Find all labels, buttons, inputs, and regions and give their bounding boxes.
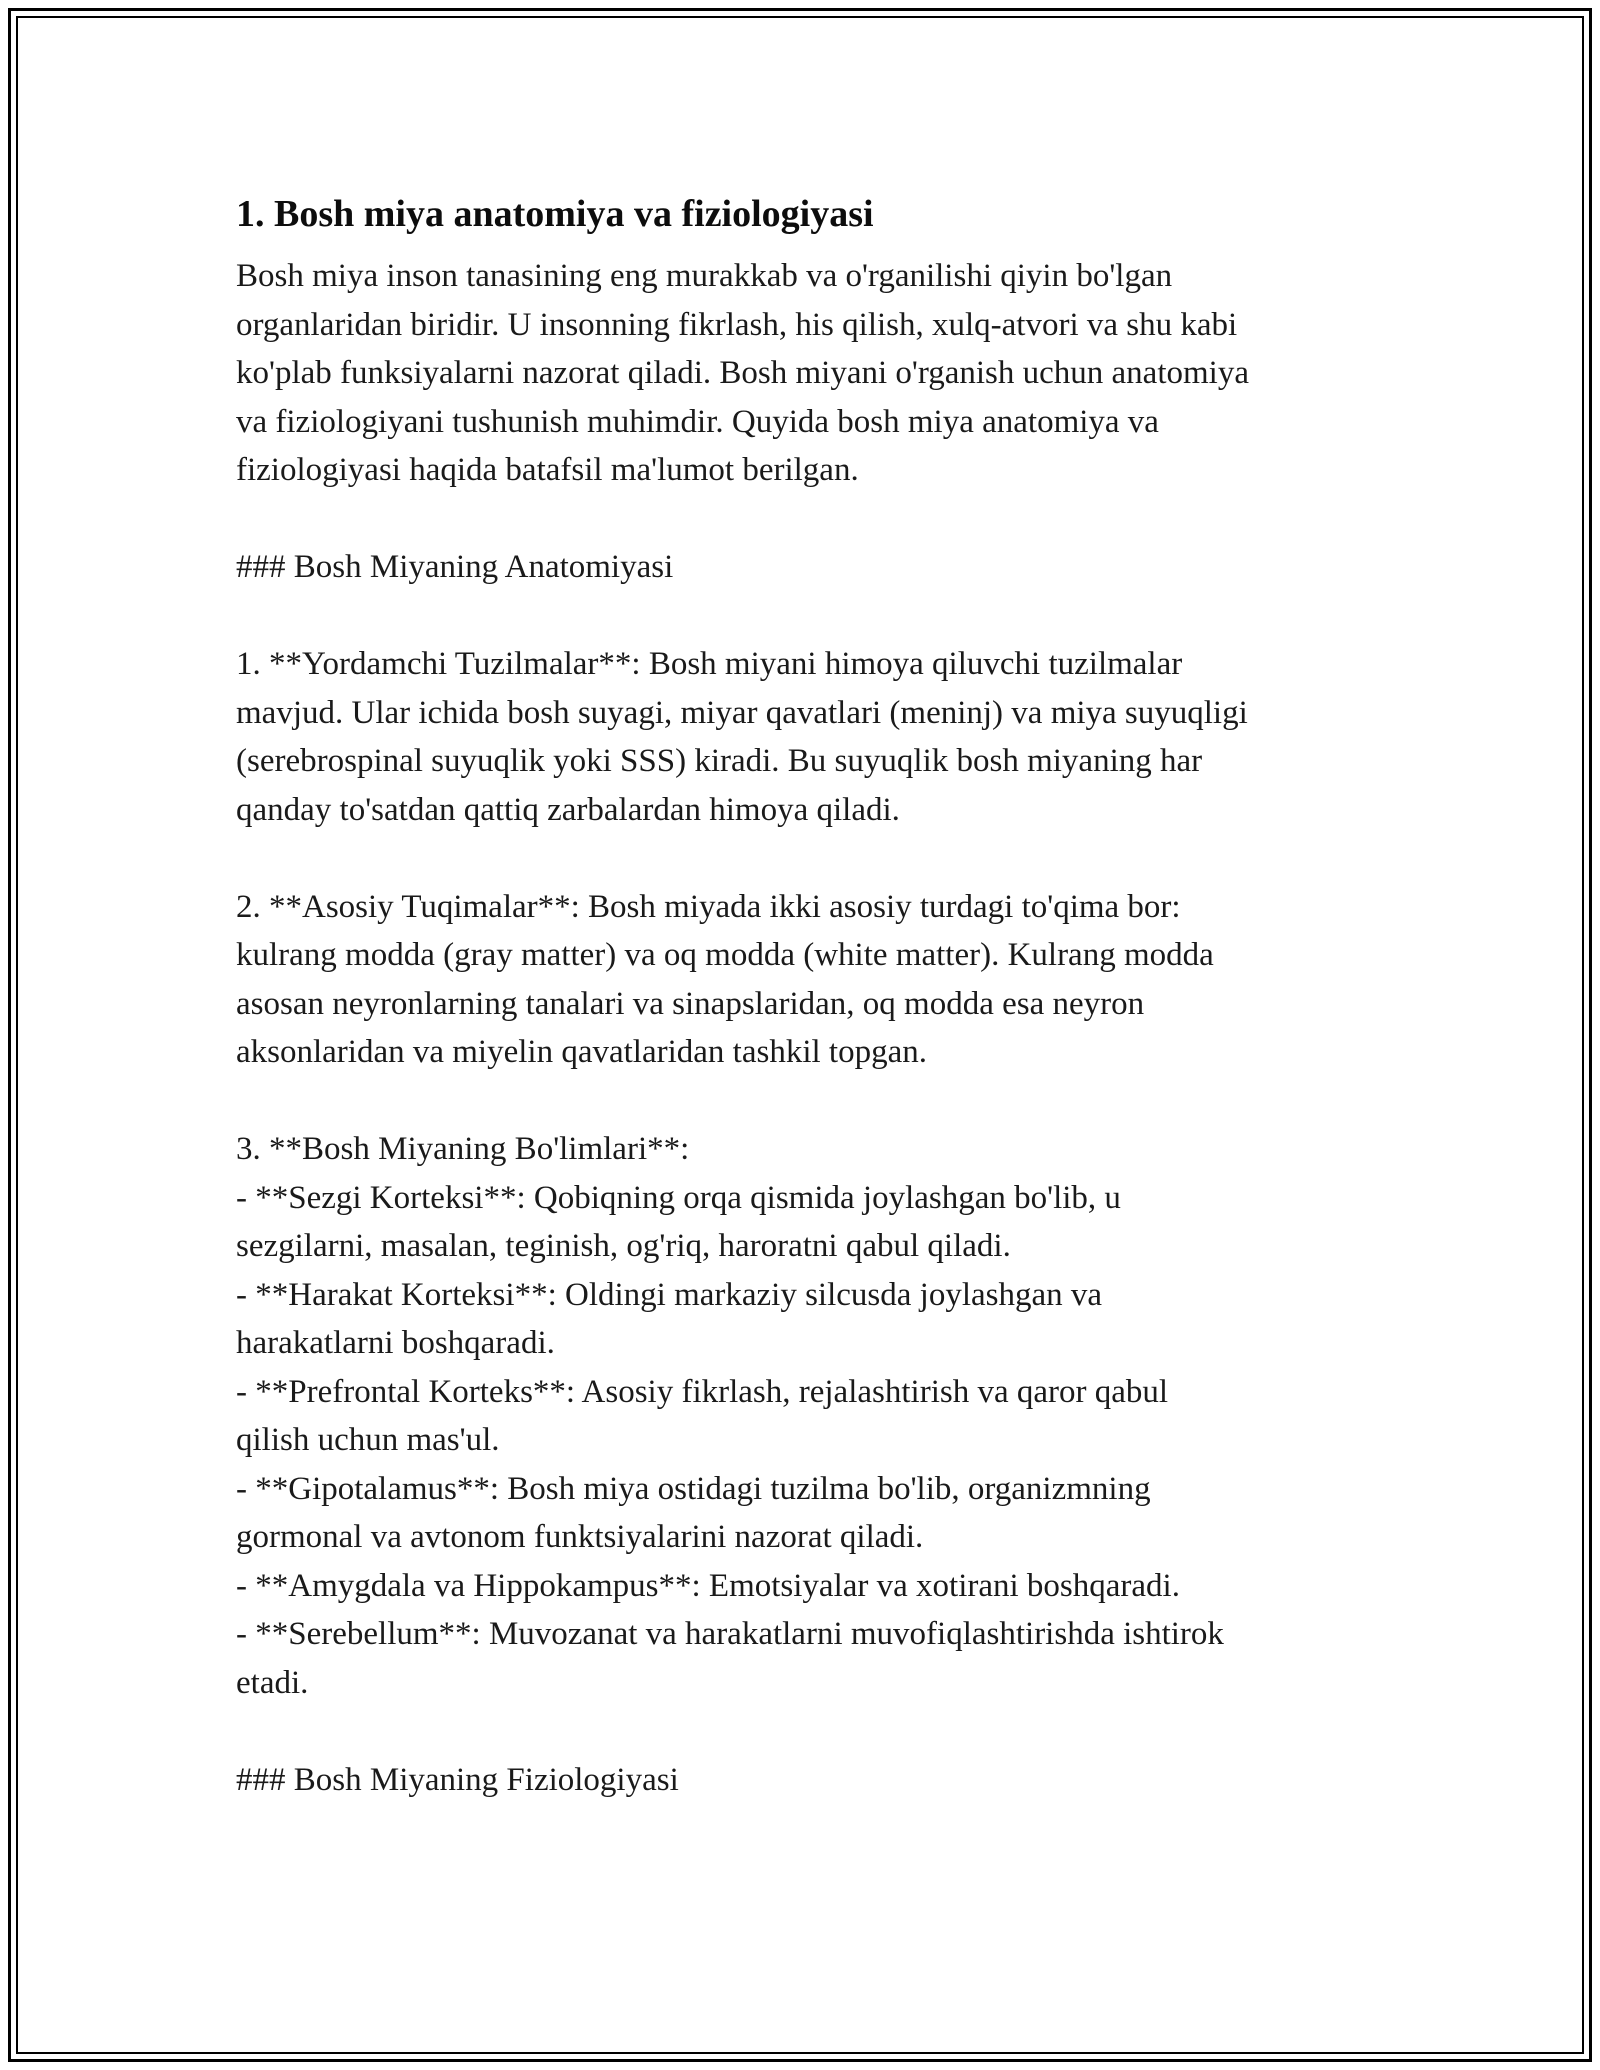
list-item-asosiy-tuqimalar: 2. **Asosiy Tuqimalar**: Bosh miyada ikki asosiy turdagi to'qima bor: kulrang modda (gray matter) va oq modda (white matter). Kulrang modda asosan neyronlarning tanalari va sinapslaridan, oq modda esa neyron aksonlaridan va miyelin qavatlaridan tashkil topgan. <box>236 888 1214 1070</box>
list-item-bosh-miyaning-bolimlari: 3. **Bosh Miyaning Bo'limlari**: - **Sezgi Korteksi**: Qobiqning orqa qismida joylashgan bo'lib, u sezgilarni, masalan, teginish, og'riq, haroratni qabul qiladi. - **Harakat Korteksi**: Oldingi markaziy silcusda joylashgan va harakatlarni boshqaradi. - **Prefrontal Korteks**: Asosiy fikrlash, rejalashtirish va qaror qabul qilish uchun mas'ul. - **Gipotalamus**: Bosh miya ostidagi tuzilma bo'lib, organizmning gormonal va avtonom funktsiyalarini nazorat qiladi. - **Amygdala va Hippokampus**: Emotsiyalar va xotirani boshqaradi. - **Serebellum**: Muvozanat va harakatlarni muvofiqlashtirishda ishtirok etadi. <box>236 1131 1224 1701</box>
section-heading-physiology: ### Bosh Miyaning Fiziologiyasi <box>236 1761 679 1798</box>
section-heading-anatomy: ### Bosh Miyaning Anatomiyasi <box>236 549 674 585</box>
document-title: 1. Bosh miya anatomiya va fiziologiyasi <box>236 193 874 235</box>
intro-paragraph: Bosh miya inson tanasining eng murakkab va o'rganilishi qiyin bo'lgan organlaridan biridir. U insonning fikrlash, his qilish, xulq-atvori va shu kabi ko'plab funksiyalarni nazorat qiladi. Bosh miyani o'rganish uchun anatomiya va fiziologiyani tushunish muhimdir. Quyida bosh miya anatomiya va fiziologiyasi haqida batafsil ma'lumot berilgan. <box>236 258 1249 488</box>
list-item-yordamchi-tuzilmalar: 1. **Yordamchi Tuzilmalar**: Bosh miyani himoya qiluvchi tuzilmalar mavjud. Ular ichida bosh suyagi, miyar qavatlari (meninj) va miya suyuqligi (serebrospinal suyuqlik yoki SSS) kiradi. Bu suyuqlik bosh miyaning har qanday to'satdan qattiq zarbalardan himoya qiladi. <box>236 646 1248 828</box>
document-body <box>236 186 1396 1804</box>
